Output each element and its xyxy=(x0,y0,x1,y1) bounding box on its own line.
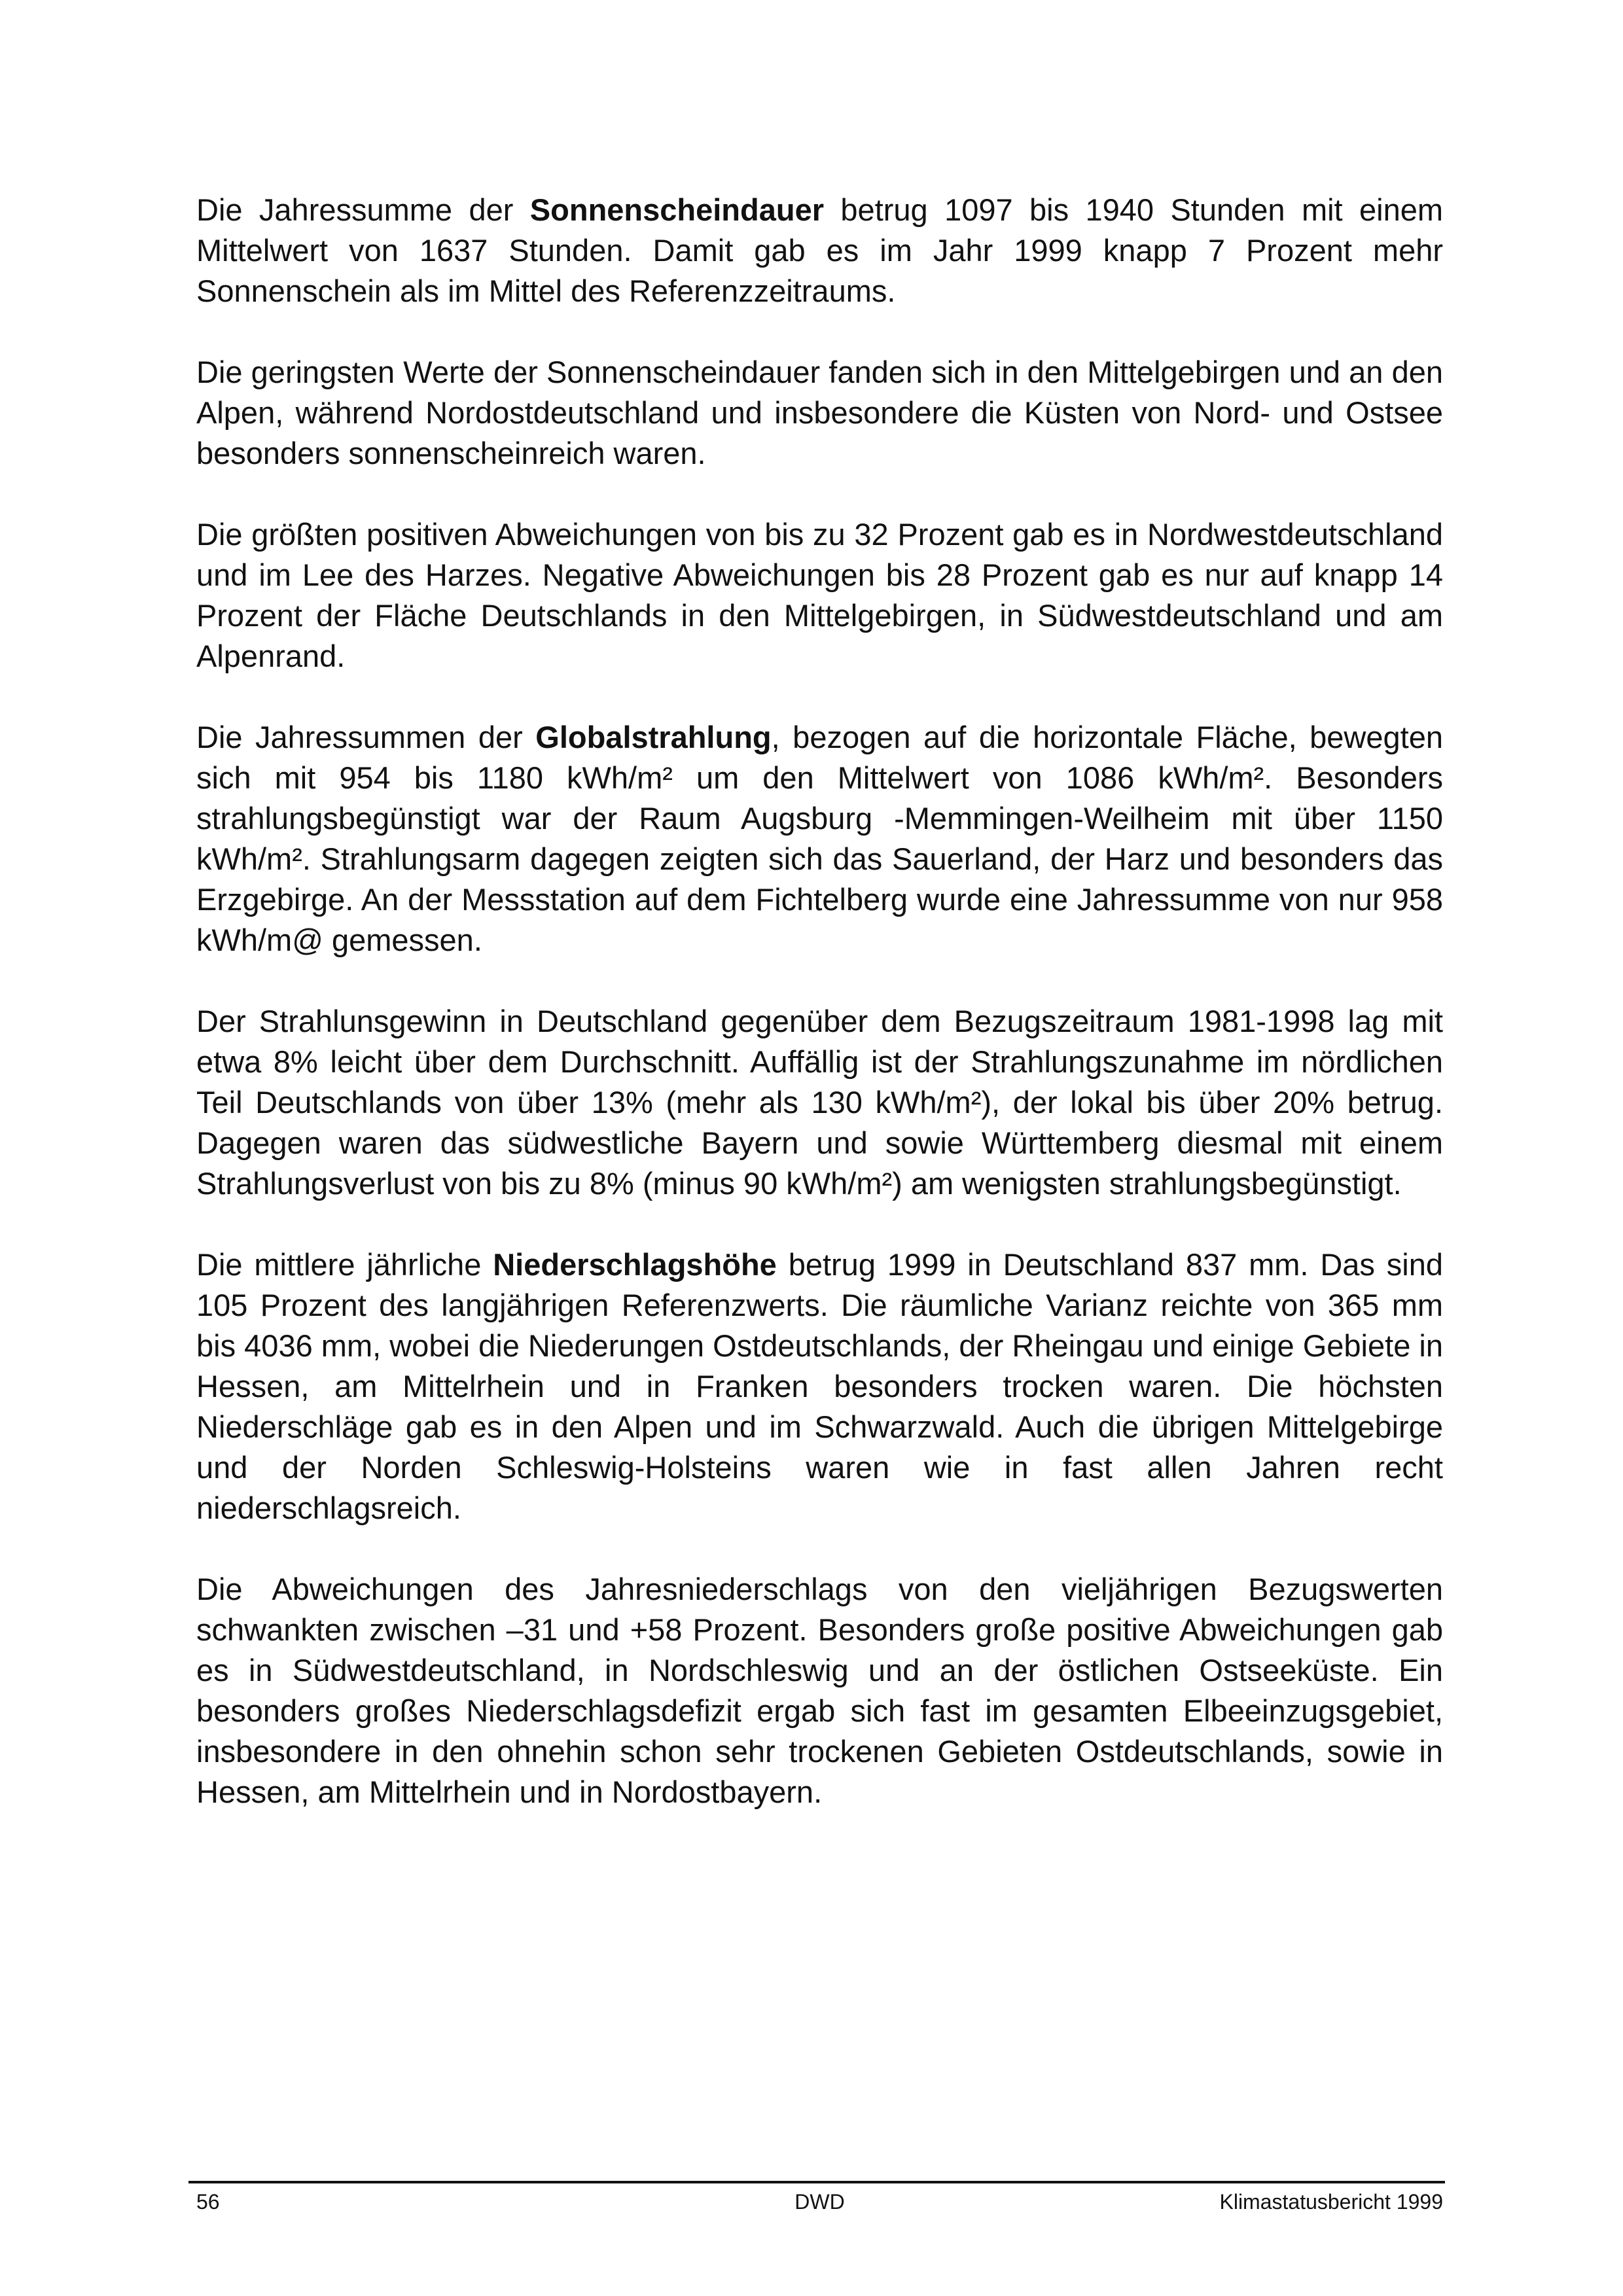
paragraph-text: Die mittlere jährliche xyxy=(196,1247,493,1282)
paragraph-precipitation xyxy=(196,1245,1443,1528)
paragraph-global-radiation xyxy=(196,717,1443,961)
paragraph-text: , bezogen auf die horizontale Fläche, bewegten sich mit 954 bis 1180 kWh/m² um den Mittelwert von 1086 kWh/m². Besonders strahlungsbegünstigt war der Raum Augsburg -Memmingen-Weilheim mit über 1150 kWh/m². Strahlungsarm dagegen zeigten sich das Sauerland, der Harz und besonders das Erzgebirge. An der Messstation auf dem Fichtelberg wurde eine Jahressumme von nur 958 kWh/m@ gemessen. xyxy=(196,720,1443,957)
keyword-sonnenscheindauer: Sonnenscheindauer xyxy=(529,192,825,227)
page-footer xyxy=(196,2187,1443,2220)
paragraph-text: Die Jahressumme der xyxy=(196,192,530,227)
page-number: 56 xyxy=(196,2190,220,2214)
keyword-globalstrahlung: Globalstrahlung xyxy=(535,720,772,754)
paragraph-text: Die Abweichungen des Jahresniederschlags von den vieljährigen Bezugswerten schwankten zwischen –31 und +58 Prozent. Besonders große positive Abweichungen gab es in Südwestdeutschland, in Nordschleswig und an der östlichen Ostseeküste. Ein besonders großes Niederschlagsdefizit ergab sich fast im gesamten Elbeeinzugsgebiet, insbesondere in den ohnehin schon sehr trockenen Gebieten Ostdeutschlands, sowie in Hessen, am Mittelrhein und in Nordostbayern. xyxy=(196,1572,1443,1809)
paragraph-text: Der Strahlunsgewinn in Deutschland gegenüber dem Bezugszeitraum 1981-1998 lag mit etwa 8% leicht über dem Durchschnitt. Auffällig ist der Strahlungszunahme im nördlichen Teil Deutschlands von über 13% (mehr als 130 kWh/m²), der lokal bis über 20% betrug. Dagegen waren das südwestliche Bayern und sowie Württemberg diesmal mit einem Strahlungsverlust von bis zu 8% (minus 90 kWh/m²) am wenigsten strahlungsbegünstigt. xyxy=(196,1004,1443,1201)
paragraph-sunshine-duration xyxy=(196,190,1443,311)
keyword-niederschlagshoehe: Niederschlagshöhe xyxy=(493,1247,777,1282)
paragraph-precipitation-deviations xyxy=(196,1569,1443,1812)
paragraph-text: betrug 1097 bis 1940 Stunden mit einem Mittelwert von 1637 Stunden. Damit gab es im Jahr 1999 knapp 7 Prozent mehr Sonnenschein als im Mittel des Referenzzeitraums. xyxy=(196,192,1443,308)
footer-report-title: Klimastatusbericht 1999 xyxy=(1219,2190,1443,2214)
paragraph-sunshine-deviations xyxy=(196,514,1443,677)
paragraph-text: Die größten positiven Abweichungen von bis zu 32 Prozent gab es in Nordwestdeutschland und im Lee des Harzes. Negative Abweichungen bis 28 Prozent gab es nur auf knapp 14 Prozent der Fläche Deutschlands in den Mittelgebirgen, in Südwestdeutschland und am Alpenrand. xyxy=(196,517,1443,673)
paragraph-text: Die geringsten Werte der Sonnenscheindauer fanden sich in den Mittelgebirgen und an den Alpen, während Nordostdeutschland und insbesondere die Küsten von Nord- und Ostsee besonders sonnenscheinreich waren. xyxy=(196,355,1443,470)
footer-publisher: DWD xyxy=(794,2190,845,2214)
paragraph-text: betrug 1999 in Deutschland 837 mm. Das sind 105 Prozent des langjährigen Referenzwerts. Die räumliche Varianz reichte von 365 mm bis 4036 mm, wobei die Niederungen Ostdeutschlands, der Rheingau und einige Gebiete in Hessen, am Mittelrhein und in Franken besonders trocken waren. Die höchsten Niederschläge gab es in den Alpen und im Schwarzwald. Auch die übrigen Mittelgebirge und der Norden Schleswig-Holsteins waren wie in fast allen Jahren recht niederschlagsreich. xyxy=(196,1247,1443,1525)
paragraph-text: Die Jahressummen der xyxy=(196,720,536,754)
paragraph-sunshine-regions xyxy=(196,352,1443,474)
footer-divider xyxy=(188,2181,1445,2183)
paragraph-radiation-gain xyxy=(196,1001,1443,1204)
body-text xyxy=(196,190,1443,1853)
